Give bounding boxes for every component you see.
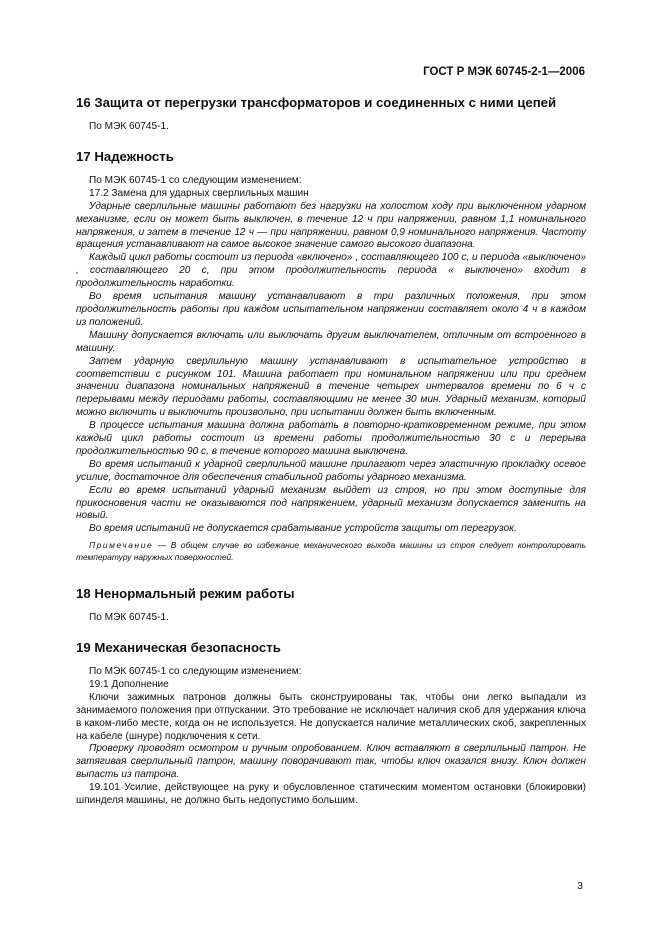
clause-17-2-paragraph: Затем ударную сверлильную машину устанавливают в испытательное устройство в соответствии с рисунком 101. Машина работает при номинальном напряжении или при среднем значении диапазона номинальных напряжений в течение четырех интервалов времени по 6 ч с перерывами между периодами работы, составляющими не менее 30 мин. Ударный механизм, который можно включить и выключить произвольно, при испытании должен быть включенным. xyxy=(76,355,586,419)
note xyxy=(76,540,586,563)
clause-17-2-paragraph: Машину допускается включать или выключать другим выключателем, отличным от встроенного в машину. xyxy=(76,329,586,354)
section-17-heading: 17 Надежность xyxy=(76,148,174,164)
clause-17-2-paragraph: Во время испытаний не допускается срабатывание устройств защиты от перегрузок. xyxy=(89,523,517,535)
clause-17-2-paragraph: Если во время испытаний ударный механизм выйдет из строя, но при этом доступные для прикосновения части не оказываются под напряжением, ударный механизм допускается заменить на новый. xyxy=(76,484,586,522)
section-17-intro: По МЭК 60745-1 со следующим изменением: xyxy=(89,174,302,186)
clause-19-1-test-paragraph: Проверку проводят осмотром и ручным опробованием. Ключ вставляют в сверлильный патрон. Не затягивая сверлильный патрон, машину поворачивают так, чтобы ключ оказался внизу. Ключ должен выпасть из патрона. xyxy=(76,743,586,781)
clause-17-2-paragraph: Ударные сверлильные машины работают без нагрузки на холостом ходу при выключенном ударном механизме, если он может быть выключен, в течение 12 ч при напряжении, равном 1,1 номинального напряжения, и затем в течение 12 ч — при напряжении, равном 0,9 номинального напряжения. Частоту вращения устанавливают на самое высокое значение самого высокого диапазона. xyxy=(76,200,586,251)
clause-19-101-paragraph: 19.101 Усилие, действующее на руку и обусловленное статическим моментом остановки (блокировки) шпинделя машины, не должно быть недопустимо большим. xyxy=(76,782,586,807)
clause-17-2-paragraph: Во время испытаний к ударной сверлильной машине прилагают через эластичную прокладку осевое усилие, достаточное для обеспечения стабильной работы ударного механизма. xyxy=(76,458,586,483)
section-19-heading: 19 Механическая безопасность xyxy=(76,640,281,655)
clause-17-2-title: 17.2 Замена для ударных сверлильных машин xyxy=(89,187,309,199)
section-16-reference: По МЭК 60745-1. xyxy=(89,121,169,132)
section-18-reference: По МЭК 60745-1. xyxy=(89,612,169,624)
clause-19-1-paragraph: Ключи зажимных патронов должны быть сконструированы так, чтобы они легко выпадали из занимаемого положения при отпускании. Это требование не исключает наличия скоб для удержания ключа в каком-либо месте, когда он не используется. Не допускается наличие металлических скоб, закрепленных на кабеле (шнуре) подключения к сети. xyxy=(76,691,586,742)
section-19-intro: По МЭК 60745-1 со следующим изменением: xyxy=(89,666,302,677)
page-number: 3 xyxy=(577,880,583,892)
clause-17-2-paragraph: Каждый цикл работы состоит из периода «включено» , составляющего 100 с, и периода «выключено» , составляющего 20 с, при этом продолжительность периода « выключено» входит в продолжительность наработки. xyxy=(76,252,586,290)
clause-19-1-title: 19.1 Дополнение xyxy=(89,678,169,690)
page-content xyxy=(76,94,586,808)
clause-17-2-paragraph: Во время испытания машину устанавливают в три различных положения, при этом продолжительность работы при каждом испытательном напряжении составляет около 4 ч в каждом из положений. xyxy=(76,291,586,328)
note-text: — В общем случае во избежание механического выхода машины из строя следует контролировать температуру наружных поверхностей. xyxy=(76,540,586,562)
section-18-heading: 18 Ненормальный режим работы xyxy=(76,586,295,602)
note-label: Примечание xyxy=(89,540,154,551)
document-code-header: ГОСТ Р МЭК 60745-2-1—2006 xyxy=(423,66,585,78)
section-16-heading: 16 Защита от перегрузки трансформаторов и соединенных с ними цепей xyxy=(76,95,557,110)
clause-17-2-paragraph: В процессе испытания машина должна работать в повторно-кратковременном режиме, при этом каждый цикл работы состоит из времени работы продолжительностью 30 с и перерыва продолжительностью 90 с, в течение которого машина выключена. xyxy=(76,420,586,457)
